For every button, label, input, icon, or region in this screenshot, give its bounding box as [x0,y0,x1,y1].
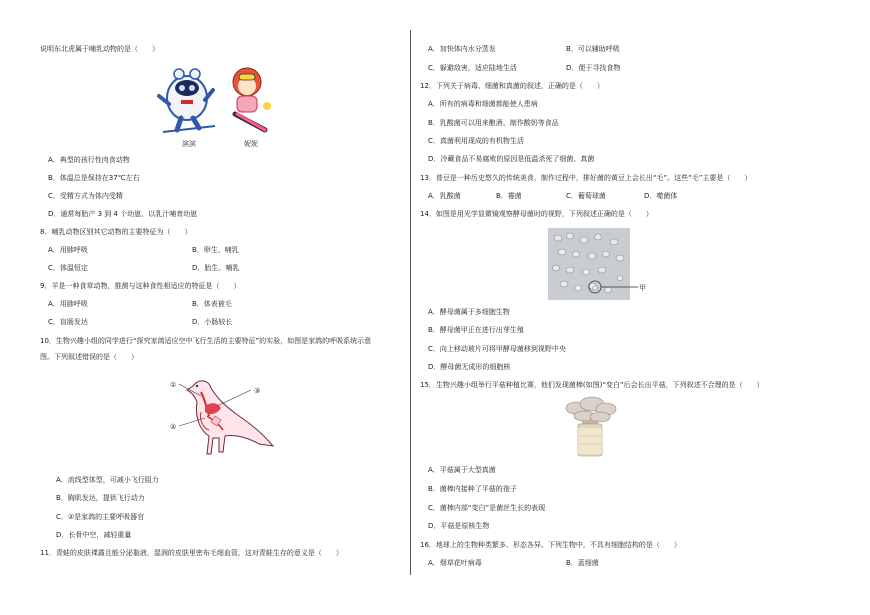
q16-option-b[interactable]: B．蓝细菌 [566,559,599,567]
mascot-nini [233,68,271,130]
q11-option-c[interactable]: C．躲避敌害，适应陆地生活 [428,64,517,72]
q14-option-c[interactable]: C．向上移动玻片可将甲酵母菌移到视野中央 [428,345,566,353]
q15-option-d[interactable]: D．平菇是原核生物 [428,522,490,530]
q15-option-b[interactable]: B．菌棒内接种了平菇的孢子 [428,485,517,493]
q9-option-c[interactable]: C．盲肠发达 [48,318,88,326]
q16-stem: 16．地球上的生物种类繁多、形态各异。下列生物中，不具有细胞结构的是（ ） [420,541,681,549]
q9-option-b[interactable]: B．体表被毛 [192,300,232,308]
q12-stem: 12．下列关于病毒、细菌和真菌的叙述，正确的是（ ） [420,82,604,90]
q15-stem: 15．生物兴趣小组举行平菇种植比赛，他们发现菌棒(如图)“变白”后会长出平菇，下列叙述不合理的是（ ） [420,381,764,389]
q8-option-a[interactable]: A．用肺呼吸 [48,246,88,254]
q7-option-b[interactable]: B．体温总是保持在37℃左右 [48,174,140,182]
q15-option-c[interactable]: C．菌棒内部“变白”是菌丝生长的表现 [428,504,546,512]
q7-option-d[interactable]: D．通常每胎产 3 到 4 个幼崽，以乳汁哺育幼崽 [48,210,198,218]
q10-stem-line2: 图。下列叙述错误的是（ ） [40,353,138,361]
mascot-caption-2: 妮妮 [244,140,258,148]
olympic-mascots-figure [155,60,285,140]
yeast-microscope-view [548,228,630,300]
q13-option-d[interactable]: D．噬菌体 [644,192,678,200]
q9-option-d[interactable]: D．小肠较长 [192,318,233,326]
q13-option-b[interactable]: B．霉菌 [496,192,522,200]
q9-stem: 9．羊是一种食草动物，推测与这种食性相适应的特征是（ ） [40,282,241,290]
q14-option-a[interactable]: A．酵母菌属于多细胞生物 [428,308,510,316]
q12-option-d[interactable]: D．冷藏食品不易腐败的原因是低温杀死了细菌、真菌 [428,155,595,163]
yeast-label-jia: 甲 [639,284,646,292]
q7-stem: 说明东北虎属于哺乳动物的是（ ） [40,45,159,53]
oyster-mushroom-figure [560,396,620,458]
column-divider [410,30,411,575]
bird-label-2: ② [170,423,177,431]
bird-label-1: ① [170,381,177,389]
q7-option-c[interactable]: C．受精方式为体内受精 [48,192,123,200]
q10-option-a[interactable]: A．流线型体型，可减小飞行阻力 [56,476,159,484]
q10-option-c[interactable]: C．②是家鸽的主要呼吸器官 [56,513,145,521]
q14-option-d[interactable]: D．酵母菌无成形的细胞核 [428,363,511,371]
q11-option-a[interactable]: A．加快体内水分蒸发 [428,45,496,53]
q9-option-a[interactable]: A．用肺呼吸 [48,300,88,308]
mascot-caption-1: 滨滨 [182,140,196,148]
q14-stem: 14．如图是用光学显微镜观察酵母菌时的视野，下列叙述正确的是（ ） [420,210,653,218]
q12-option-b[interactable]: B．乳酸菌可以用来酿酒、制作酸奶等食品 [428,119,559,127]
q8-stem: 8．哺乳动物区别其它动物的主要特征为（ ） [40,228,192,236]
q8-option-d[interactable]: D．胎生、哺乳 [192,264,240,272]
mascot-binbin [159,69,215,132]
q11-option-b[interactable]: B．可以辅助呼吸 [566,45,620,53]
q14-option-b[interactable]: B．酵母菌甲正在进行出芽生殖 [428,326,524,334]
q12-option-a[interactable]: A．所有的病毒和细菌都能使人患病 [428,100,538,108]
pigeon-respiratory-diagram [165,372,280,462]
yeast-pointer-line [630,286,638,288]
q8-option-b[interactable]: B．卵生、哺乳 [192,246,239,254]
bird-label-3: ③ [254,387,261,395]
q12-option-c[interactable]: C．真菌利用现成的有机物生活 [428,137,524,145]
q11-option-d[interactable]: D．便于寻找食物 [566,64,621,72]
q8-option-c[interactable]: C．体温恒定 [48,264,88,272]
q15-option-a[interactable]: A．平菇属于大型真菌 [428,466,496,474]
q16-option-a[interactable]: A．烟草花叶病毒 [428,559,482,567]
q13-option-c[interactable]: C．葡萄球菌 [566,192,606,200]
q13-option-a[interactable]: A．乳酸菌 [428,192,461,200]
q10-option-b[interactable]: B．胸肌发达，提供飞行动力 [56,494,145,502]
q11-stem: 11．青蛙的皮肤裸露且能分泌黏液，湿润的皮肤里密布毛细血管，这对青蛙生存的意义是（ ） [40,549,343,557]
q10-stem-line1: 10．生物兴趣小组的同学进行“探究家鸽适应空中飞行生活的主要特征”的实验，如图是家鸽的呼吸系统示意 [40,337,372,345]
q13-stem: 13．普豆是一种历史悠久的传统美食，制作过程中，排好菌的黄豆上会长出“毛”。这些“毛”主要是（ ） [420,174,752,182]
q7-option-a[interactable]: A．典型的孩行性肉食动物 [48,156,130,164]
q10-option-d[interactable]: D．长骨中空，减轻重量 [56,531,132,539]
